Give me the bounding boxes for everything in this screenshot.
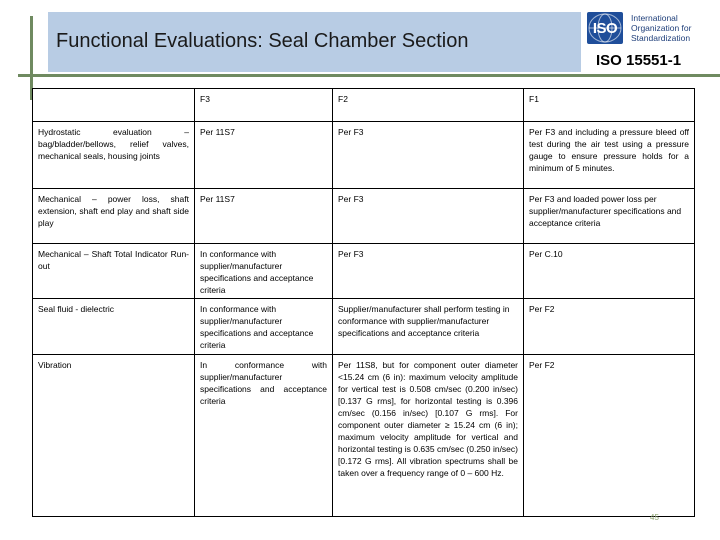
f2-cell: Per F3 bbox=[333, 189, 524, 244]
org-line-3: Standardization bbox=[631, 33, 691, 43]
component-cell: Mechanical – power loss, shaft extension, shaft end play and shaft side play bbox=[33, 189, 195, 244]
f2-cell: Supplier/manufacturer shall perform testing in conformance with supplier/manufacturer specifications and acceptance criteria bbox=[333, 299, 524, 355]
header-cell-f3: F3 bbox=[195, 89, 333, 122]
standard-number: ISO 15551-1 bbox=[596, 52, 682, 69]
f2-cell: Per 11S8, but for component outer diameter <15.24 cm (6 in): maximum velocity amplitude for vertical test is 0.508 cm/sec (0.200 in/sec) [0.137 G rms], for horizontal testing is 0.396 cm/sec (0.156 in/sec) [0.107 G rms]. For component outer diameter ≥ 15.24 cm (6 in); maximum velocity amplitude for vertical and horizontal testing is 0.635 cm/sec (0.250 in/sec) [0.172 G rms]. All vibration spectrums shall be taken over a frequency range of 0 – 600 Hz. bbox=[333, 355, 524, 517]
f3-cell: In conformance with supplier/manufacturer specifications and acceptance criteria bbox=[195, 355, 333, 517]
iso-organization-name bbox=[631, 13, 691, 43]
page-number: 45 bbox=[650, 513, 659, 522]
component-cell: Vibration bbox=[33, 355, 195, 517]
iso-globe-icon bbox=[587, 12, 623, 44]
header-cell-component bbox=[33, 89, 195, 122]
component-cell: Seal fluid - dielectric bbox=[33, 299, 195, 355]
table-row bbox=[33, 122, 695, 189]
table-row bbox=[33, 244, 695, 299]
f3-cell: Per 11S7 bbox=[195, 122, 333, 189]
table-header-row bbox=[33, 89, 695, 122]
f1-cell: Per F3 and including a pressure bleed off test during the air test using a pressure gauge to ensure pressure holds for a minimum of 5 minutes. bbox=[524, 122, 695, 189]
f2-cell: Per F3 bbox=[333, 244, 524, 299]
f1-cell: Per F3 and loaded power loss per supplier/manufacturer specifications and acceptance criteria bbox=[524, 189, 695, 244]
f2-cell: Per F3 bbox=[333, 122, 524, 189]
decorative-horizontal-line bbox=[18, 74, 720, 77]
evaluation-table bbox=[32, 88, 695, 517]
header-cell-f2: F2 bbox=[333, 89, 524, 122]
f3-cell: In conformance with supplier/manufacturer specifications and acceptance criteria bbox=[195, 299, 333, 355]
slide-title: Functional Evaluations: Seal Chamber Section bbox=[56, 30, 469, 52]
component-cell: Hydrostatic evaluation – bag/bladder/bellows, relief valves, mechanical seals, housing joints bbox=[33, 122, 195, 189]
table-row bbox=[33, 355, 695, 517]
f1-cell: Per C.10 bbox=[524, 244, 695, 299]
f3-cell: In conformance with supplier/manufacturer specifications and acceptance criteria bbox=[195, 244, 333, 299]
f1-cell: Per F2 bbox=[524, 299, 695, 355]
iso-badge-text: ISO bbox=[592, 20, 618, 37]
f1-cell: Per F2 bbox=[524, 355, 695, 517]
header-cell-f1: F1 bbox=[524, 89, 695, 122]
f3-cell: Per 11S7 bbox=[195, 189, 333, 244]
iso-logo bbox=[587, 12, 692, 46]
org-line-1: International bbox=[631, 13, 678, 23]
org-line-2: Organization for bbox=[631, 23, 692, 33]
table-row bbox=[33, 189, 695, 244]
table-row bbox=[33, 299, 695, 355]
component-cell: Mechanical – Shaft Total Indicator Run-out bbox=[33, 244, 195, 299]
